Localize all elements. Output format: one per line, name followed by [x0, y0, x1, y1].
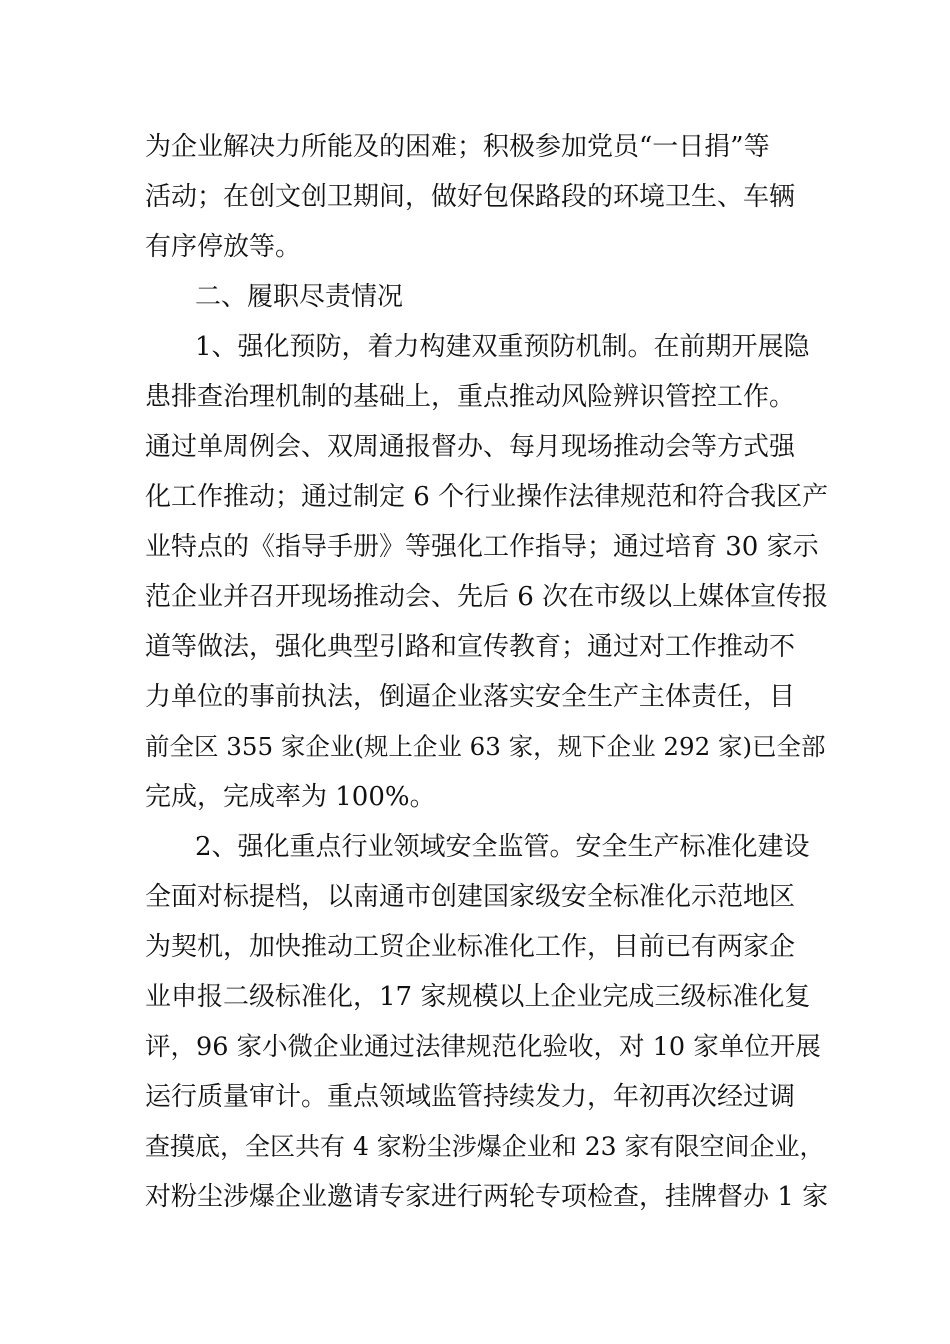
- text-line: 患排查治理机制的基础上，重点推动风险辨识管控工作。: [145, 382, 796, 412]
- text-line: 对粉尘涉爆企业邀请专家进行两轮专项检查，挂牌督办 1 家: [145, 1182, 829, 1212]
- section-heading: 二、履职尽责情况: [195, 282, 404, 312]
- text-line: 活动；在创文创卫期间，做好包保路段的环境卫生、车辆: [145, 182, 796, 212]
- text-line: 化工作推动；通过制定 6 个行业操作法律规范和符合我区产: [145, 482, 829, 512]
- text-line: 为契机，加快推动工贸企业标准化工作，目前已有两家企: [145, 932, 796, 962]
- text-line: 全面对标提档，以南通市创建国家级安全标准化示范地区: [145, 882, 796, 912]
- text-line: 前全区 355 家企业(规上企业 63 家，规下企业 292 家)已全部: [145, 732, 826, 761]
- text-line: 完成，完成率为 100%。: [145, 782, 436, 812]
- text-line: 评，96 家小微企业通过法律规范化验收，对 10 家单位开展: [145, 1032, 821, 1062]
- text-line: 业申报二级标准化，17 家规模以上企业完成三级标准化复: [145, 982, 811, 1012]
- text-line: 范企业并召开现场推动会、先后 6 次在市级以上媒体宣传报: [145, 582, 829, 612]
- text-line: 运行质量审计。重点领域监管持续发力，年初再次经过调: [145, 1082, 796, 1112]
- text-line: 通过单周例会、双周通报督办、每月现场推动会等方式强: [145, 432, 796, 462]
- text-line: 道等做法，强化典型引路和宣传教育；通过对工作推动不: [145, 632, 796, 662]
- text-line: 为企业解决力所能及的困难；积极参加党员“一日捐”等: [145, 132, 770, 162]
- text-line: 2、强化重点行业领域安全监管。安全生产标准化建设: [195, 832, 810, 862]
- text-line: 1、强化预防，着力构建双重预防机制。在前期开展隐: [195, 332, 810, 362]
- text-line: 业特点的《指导手册》等强化工作指导；通过培育 30 家示: [145, 532, 819, 562]
- text-line: 力单位的事前执法，倒逼企业落实安全生产主体责任，目: [145, 682, 796, 712]
- text-line: 有序停放等。: [145, 232, 302, 262]
- text-line: 查摸底，全区共有 4 家粉尘涉爆企业和 23 家有限空间企业，: [145, 1132, 825, 1161]
